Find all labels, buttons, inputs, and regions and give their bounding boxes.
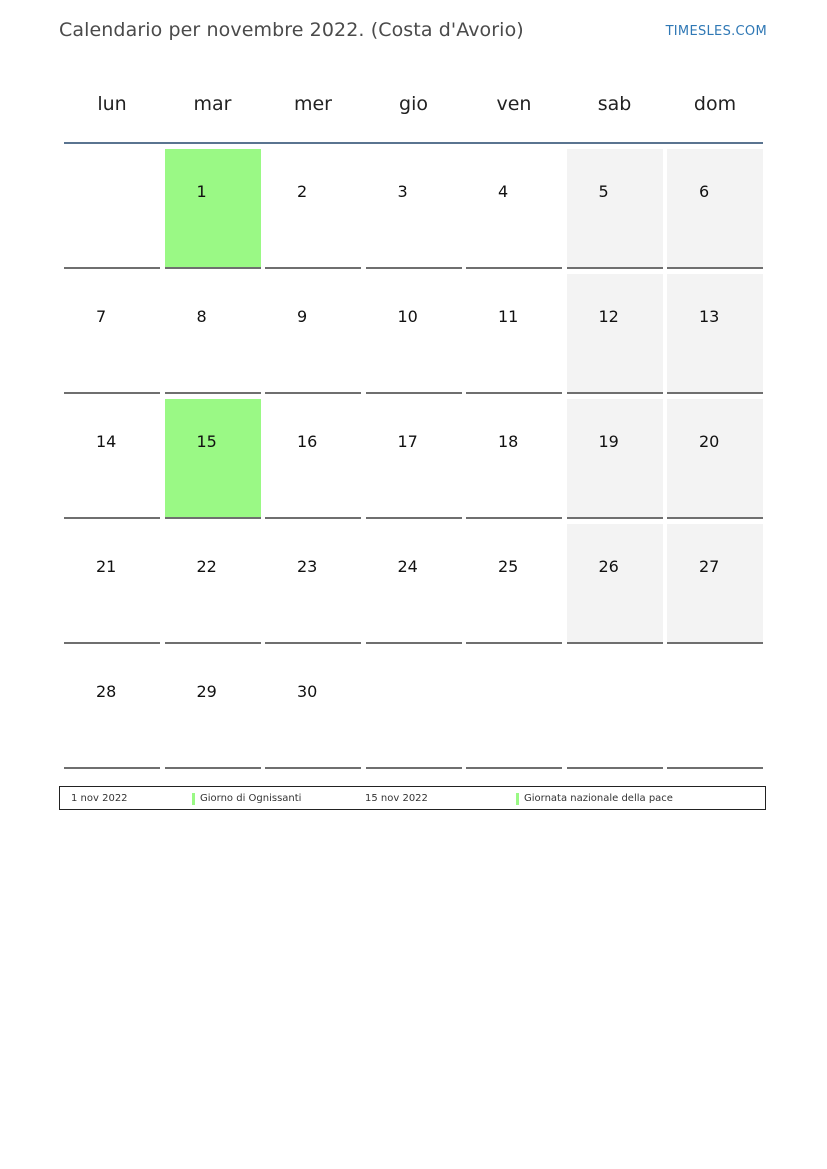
day-number: 28 bbox=[96, 682, 117, 701]
day-cell bbox=[567, 649, 663, 769]
weekday-mon: lun bbox=[97, 93, 127, 115]
day-cell bbox=[366, 274, 462, 394]
holiday-swatch bbox=[192, 793, 195, 805]
day-grid bbox=[64, 149, 763, 769]
legend-holiday-name bbox=[192, 793, 301, 804]
day-number: 20 bbox=[699, 432, 720, 451]
day-number: 21 bbox=[96, 557, 117, 576]
day-number: 15 bbox=[196, 432, 217, 451]
day-cell bbox=[366, 524, 462, 644]
header-divider bbox=[64, 142, 763, 144]
day-cell bbox=[64, 399, 160, 519]
legend-name-text: Giorno di Ognissanti bbox=[200, 793, 302, 804]
day-cell bbox=[466, 524, 562, 644]
day-number: 26 bbox=[598, 557, 619, 576]
holiday-legend bbox=[59, 786, 766, 810]
day-cell bbox=[366, 149, 462, 269]
day-number: 18 bbox=[498, 432, 519, 451]
day-number: 24 bbox=[397, 557, 418, 576]
weekday-wed: mer bbox=[293, 93, 332, 115]
day-cell bbox=[265, 149, 361, 269]
day-number: 8 bbox=[196, 307, 207, 326]
day-number: 30 bbox=[297, 682, 318, 701]
day-cell bbox=[265, 274, 361, 394]
day-cell bbox=[64, 524, 160, 644]
day-number: 7 bbox=[96, 307, 107, 326]
day-number: 19 bbox=[598, 432, 619, 451]
weekday-tue: mar bbox=[193, 93, 232, 115]
legend-date: 15 nov 2022 bbox=[365, 793, 428, 804]
day-number: 27 bbox=[699, 557, 720, 576]
day-cell bbox=[567, 399, 663, 519]
day-cell bbox=[366, 399, 462, 519]
day-cell bbox=[265, 399, 361, 519]
day-cell bbox=[165, 399, 261, 519]
day-number: 5 bbox=[598, 182, 609, 201]
day-cell bbox=[64, 149, 160, 269]
weekday-thu: gio bbox=[399, 93, 428, 115]
day-cell bbox=[64, 649, 160, 769]
day-cell bbox=[165, 149, 261, 269]
day-cell bbox=[567, 149, 663, 269]
day-cell bbox=[667, 149, 763, 269]
legend-name-text: Giornata nazionale della pace bbox=[524, 793, 673, 804]
day-cell bbox=[667, 524, 763, 644]
day-number: 11 bbox=[498, 307, 519, 326]
day-number: 4 bbox=[498, 182, 509, 201]
weekday-fri: ven bbox=[496, 93, 532, 115]
day-cell bbox=[667, 399, 763, 519]
day-number: 2 bbox=[297, 182, 308, 201]
day-cell bbox=[567, 524, 663, 644]
day-number: 3 bbox=[397, 182, 408, 201]
day-cell bbox=[567, 274, 663, 394]
day-cell bbox=[466, 274, 562, 394]
day-cell bbox=[667, 649, 763, 769]
calendar bbox=[64, 84, 763, 769]
weekday-header bbox=[64, 84, 763, 124]
day-number: 16 bbox=[297, 432, 318, 451]
day-number: 12 bbox=[598, 307, 619, 326]
day-number: 13 bbox=[699, 307, 720, 326]
holiday-swatch bbox=[516, 793, 519, 805]
day-cell bbox=[667, 274, 763, 394]
day-cell bbox=[265, 649, 361, 769]
day-number: 17 bbox=[397, 432, 418, 451]
day-cell bbox=[165, 274, 261, 394]
day-cell bbox=[265, 524, 361, 644]
day-cell bbox=[366, 649, 462, 769]
day-number: 6 bbox=[699, 182, 710, 201]
day-cell bbox=[64, 274, 160, 394]
site-link[interactable]: TIMESLES.COM bbox=[665, 24, 767, 39]
day-cell bbox=[466, 149, 562, 269]
day-number: 14 bbox=[96, 432, 117, 451]
day-number: 1 bbox=[196, 182, 207, 201]
day-number: 29 bbox=[196, 682, 217, 701]
day-number: 23 bbox=[297, 557, 318, 576]
weekday-sat: sab bbox=[597, 93, 632, 115]
legend-holiday-name bbox=[516, 793, 673, 804]
day-number: 25 bbox=[498, 557, 519, 576]
day-cell bbox=[466, 649, 562, 769]
day-number: 10 bbox=[397, 307, 418, 326]
page-title: Calendario per novembre 2022. (Costa d'Avorio) bbox=[59, 19, 524, 41]
day-cell bbox=[165, 649, 261, 769]
day-cell bbox=[466, 399, 562, 519]
weekday-sun: dom bbox=[693, 93, 737, 115]
day-number: 9 bbox=[297, 307, 308, 326]
day-number: 22 bbox=[196, 557, 217, 576]
day-cell bbox=[165, 524, 261, 644]
legend-date: 1 nov 2022 bbox=[71, 793, 128, 804]
